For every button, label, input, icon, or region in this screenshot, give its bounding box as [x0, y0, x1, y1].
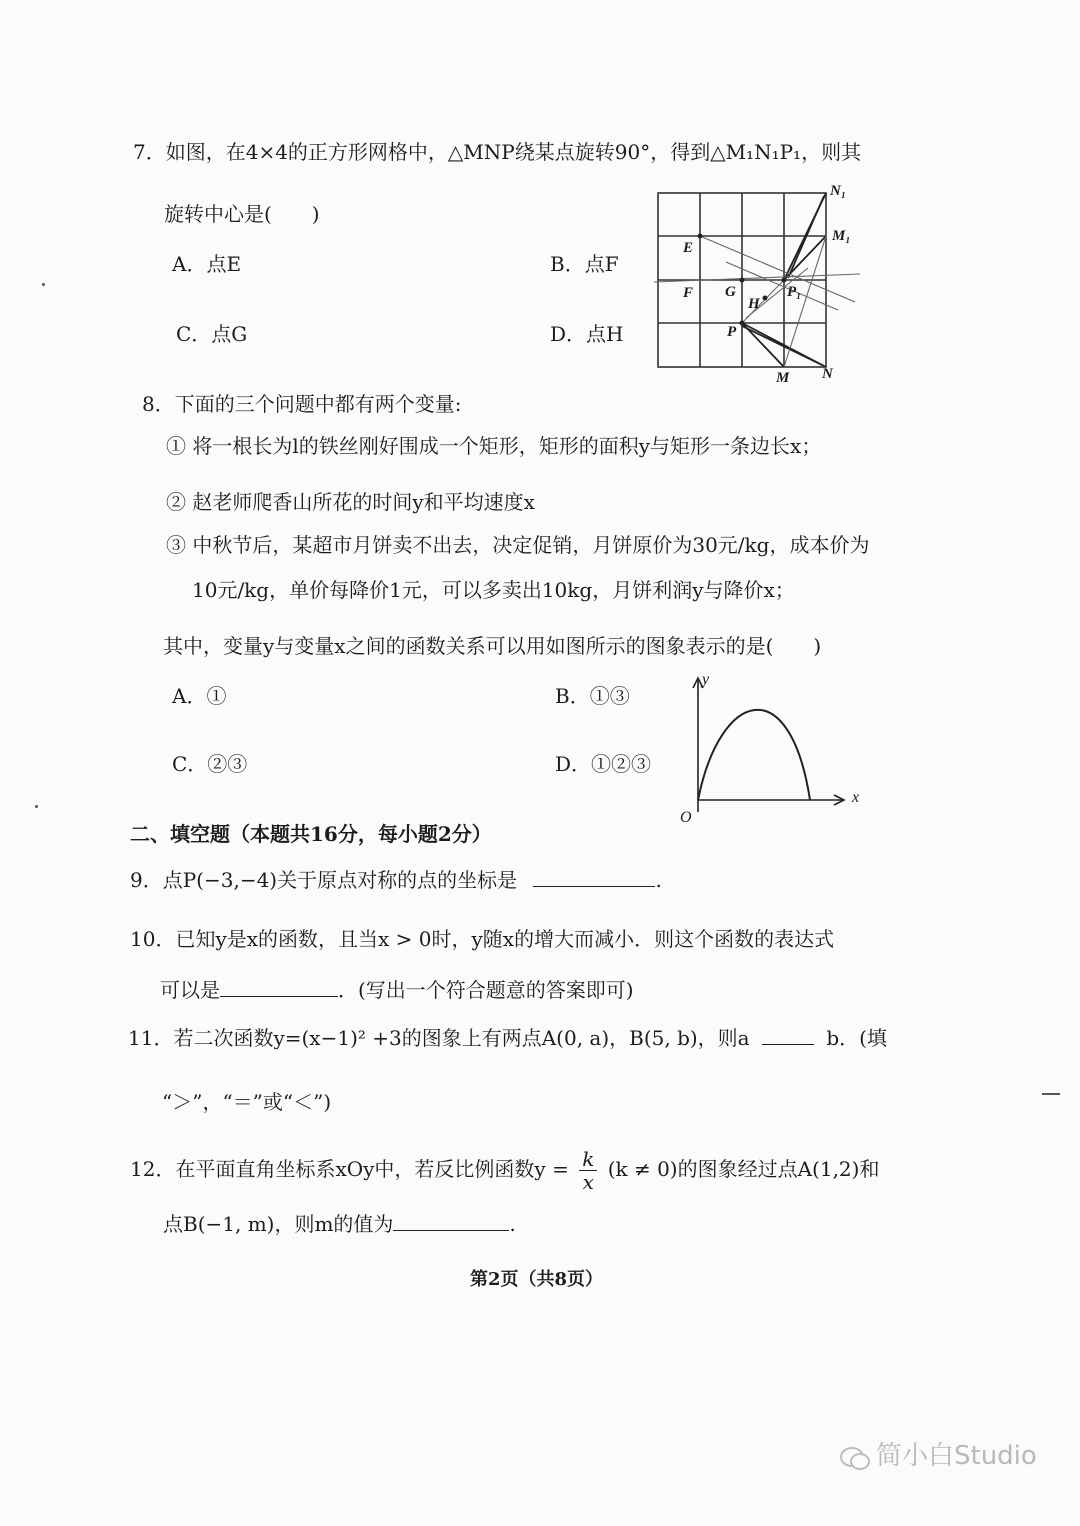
label-p1: P₁ — [787, 284, 802, 300]
q8-item2: ② 赵老师爬香山所花的时间y和平均速度x — [166, 490, 535, 514]
section2-title: 二、填空题（本题共16分，每小题2分） — [130, 822, 492, 846]
q8-item3a: ③ 中秋节后，某超市月饼卖不出去，决定促销，月饼原价为30元/kg，成本价为 — [166, 533, 870, 557]
label-f: F — [683, 285, 694, 301]
scan-speck — [42, 283, 45, 286]
q12-frac-num: k — [579, 1148, 597, 1171]
q11-line1a: 11．若二次函数y=(x−1)² +3的图象上有两点A(0, a)，B(5, b)，则a — [128, 1026, 750, 1050]
q10-line2a: 可以是 — [160, 978, 220, 1002]
q12-line2a: 点B(−1, m)，则m的值为 — [163, 1212, 394, 1236]
q8-item1: ① 将一根长为l的铁丝刚好围成一个矩形，矩形的面积y与矩形一条边长x； — [166, 434, 822, 458]
q11-line1 — [128, 1024, 887, 1052]
q7-option-b: B．点F — [550, 252, 619, 276]
wechat-icon — [840, 1445, 870, 1469]
q7-option-d: D．点H — [550, 322, 624, 346]
q12-line1a: 12．在平面直角坐标系xOy中，若反比例函数y = — [130, 1157, 569, 1181]
q12-line2 — [163, 1210, 516, 1238]
q8-item3b: 10元/kg，单价每降价1元，可以多卖出10kg，月饼利润y与降价x； — [192, 578, 795, 602]
q9-answer-blank[interactable] — [533, 866, 655, 887]
q12-frac-den: x — [582, 1170, 594, 1194]
label-h: H — [748, 296, 760, 312]
q8-option-a: A．① — [172, 684, 227, 708]
q9 — [130, 866, 662, 894]
q11-line1b: b．(填 — [826, 1026, 887, 1050]
q12-line2b: . — [509, 1212, 516, 1236]
q12-line1 — [130, 1148, 879, 1193]
q8-parabola-graph — [670, 665, 870, 830]
label-m1: M₁ — [832, 228, 851, 244]
watermark — [840, 1435, 1037, 1472]
q7-option-a: A．点E — [172, 252, 242, 276]
q10-line1: 10．已知y是x的函数，且当x > 0时，y随x的增大而减小．则这个函数的表达式 — [130, 927, 835, 951]
watermark-text: 简小白Studio — [876, 1441, 1037, 1471]
scan-speck — [35, 805, 38, 808]
graph-y-label: y — [702, 671, 710, 688]
q11-line2: “＞”，“＝”或“＜”) — [162, 1090, 332, 1114]
page-number: 第2页（共8页） — [470, 1269, 604, 1290]
graph-origin-label: O — [680, 809, 692, 826]
q8-option-c: C．②③ — [172, 752, 248, 776]
q7-grid-figure — [640, 180, 870, 390]
q12-fraction — [579, 1148, 597, 1193]
label-m: M — [776, 370, 790, 386]
q8-question: 其中，变量y与变量x之间的函数关系可以用如图所示的图象表示的是( ) — [163, 634, 822, 658]
q9-text: 9．点P(−3,−4)关于原点对称的点的坐标是 — [130, 868, 518, 892]
label-n: N — [822, 366, 833, 382]
q7-line2: 旋转中心是( ) — [164, 202, 320, 226]
q10-line2 — [160, 976, 634, 1004]
q8-option-b: B．①③ — [555, 684, 630, 708]
graph-x-label: x — [852, 789, 860, 806]
scan-mark — [1042, 1093, 1060, 1095]
label-p: P — [727, 324, 737, 340]
q10-answer-blank[interactable] — [220, 976, 338, 997]
q12-line1b: (k ≠ 0)的图象经过点A(1,2)和 — [607, 1157, 880, 1181]
q9-end: . — [655, 868, 662, 892]
q7-option-c: C．点G — [176, 322, 248, 346]
q11-answer-blank[interactable] — [762, 1024, 814, 1045]
q12-answer-blank[interactable] — [393, 1210, 509, 1231]
q8-line1: 8．下面的三个问题中都有两个变量: — [142, 392, 462, 416]
q7-line1: 7．如图，在4×4的正方形网格中，△MNP绕某点旋转90°，得到△M₁N₁P₁，则其 — [133, 140, 862, 164]
q8-option-d: D．①②③ — [555, 752, 652, 776]
q10-line2b: ．(写出一个符合题意的答案即可) — [338, 978, 634, 1002]
label-n1: N₁ — [830, 183, 847, 199]
label-e: E — [683, 240, 694, 256]
label-g: G — [725, 284, 736, 300]
